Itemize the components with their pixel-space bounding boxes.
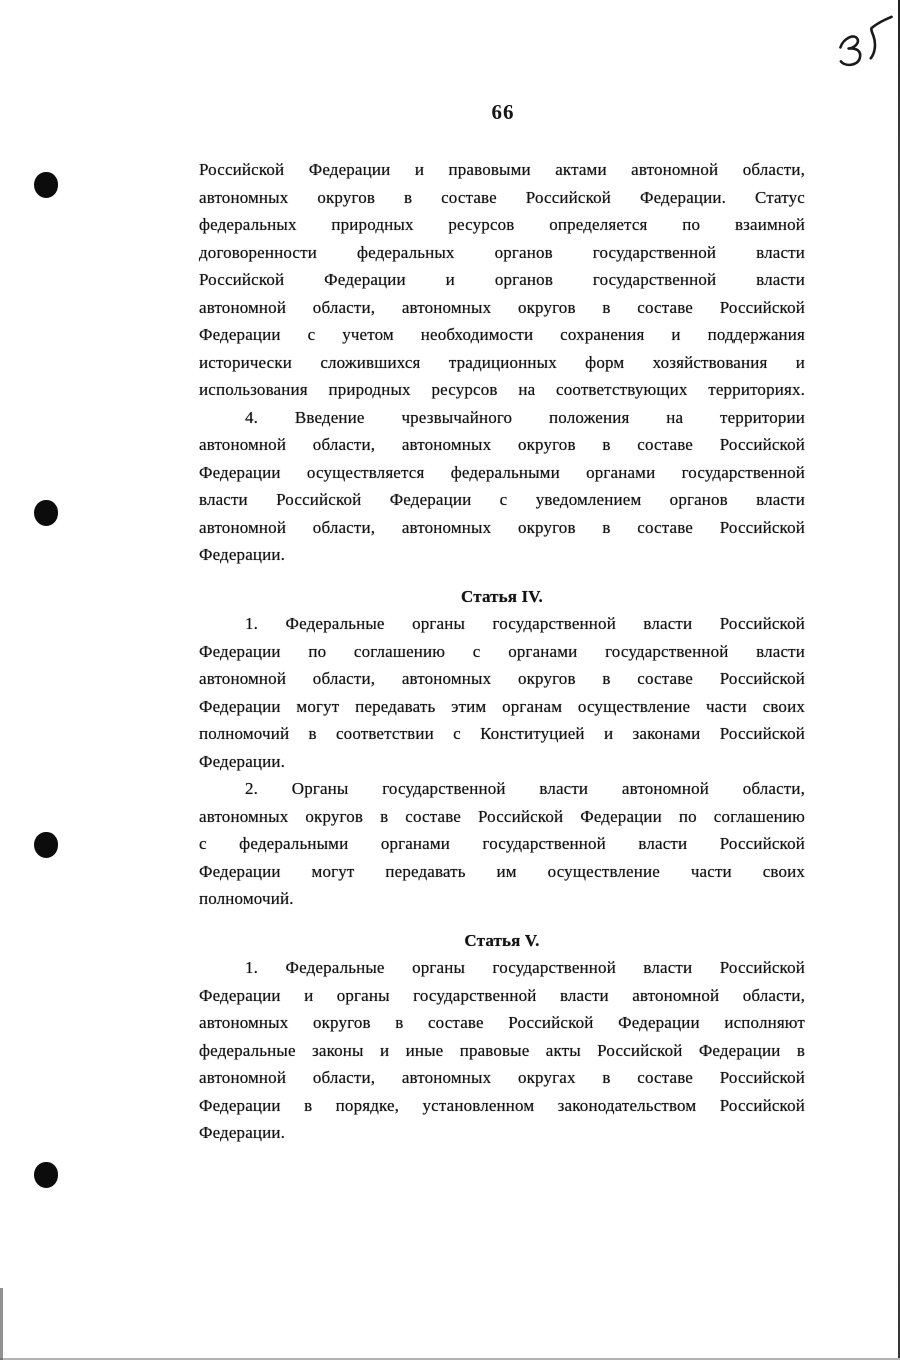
text-line: Федерации. (199, 751, 286, 771)
text-line: автономной области, автономных округов в составе Российской (199, 669, 805, 688)
text-line: с федеральными органами государственной власти Российской (199, 834, 805, 853)
text-line: федеральных природных ресурсов определяется по взаимной (199, 215, 805, 234)
text-line: договоренности федеральных органов государственной власти (199, 242, 805, 262)
document-body (199, 156, 805, 1147)
text-line: Федерации могут передавать им осуществление части своих (199, 861, 805, 881)
paragraph (199, 404, 805, 569)
text-line: использования природных ресурсов на соответствующих территориях. (199, 380, 805, 399)
text-line: 4. Введение чрезвычайного положения на территории (245, 407, 805, 427)
text-line: 2. Органы государственной власти автономной области, (245, 779, 805, 798)
text-line: полномочий в соответствии с Конституцией и законами Российской (199, 724, 805, 743)
text-line: Федерации по соглашению с органами государственной власти (199, 641, 805, 661)
text-line: Российской Федерации и правовыми актами автономной области, (199, 160, 805, 179)
paragraph (199, 610, 805, 775)
text-line: Федерации могут передавать этим органам осуществление части своих (199, 696, 805, 716)
text-line: Федерации осуществляется федеральными органами государственной (199, 462, 805, 482)
text-line: Федерации в порядке, установленном законодательством Российской (199, 1095, 805, 1115)
paragraph (199, 156, 805, 404)
hole-punch-dot (34, 172, 58, 198)
text-line: 1. Федеральные органы государственной власти Российской (245, 614, 805, 633)
text-line: автономных округов в составе Российской Федерации. Статус (199, 187, 805, 207)
handwritten-mark (823, 10, 900, 73)
text-line: автономной области, автономных округов в составе Российской (199, 297, 805, 317)
text-line: власти Российской Федерации с уведомлением органов власти (199, 490, 805, 509)
text-line: Федерации и органы государственной власти автономной области, (199, 985, 805, 1005)
text-line: автономной области, автономных округов в составе Российской (199, 517, 805, 537)
text-line: 1. Федеральные органы государственной власти Российской (245, 958, 805, 977)
hole-punch-dot (34, 832, 58, 858)
paragraph (199, 954, 805, 1147)
hole-punch-dot (34, 1162, 58, 1188)
text-line: автономной области, автономных округах в составе Российской (199, 1068, 805, 1087)
hole-punch-dot (34, 500, 58, 526)
handwritten-stroke-3 (838, 36, 861, 66)
text-line: исторически сложившихся традиционных форм хозяйствования и (199, 352, 805, 372)
text-line: Федерации с учетом необходимости сохранения и поддержания (199, 325, 805, 344)
text-line: автономных округов в составе Российской Федерации исполняют (199, 1013, 805, 1032)
text-line: Федерации. (199, 545, 286, 564)
page-number: 66 (491, 100, 515, 124)
text-line: автономных округов в составе Российской Федерации по соглашению (199, 806, 805, 826)
paragraph (199, 775, 805, 913)
section-heading: Статья IV. (461, 586, 543, 606)
text-line: Федерации. (199, 1123, 286, 1142)
text-line: Российской Федерации и органов государственной власти (199, 270, 805, 289)
text-line: федеральные законы и иные правовые акты Российской Федерации в (199, 1040, 805, 1060)
text-line: полномочий. (199, 889, 294, 908)
text-line: автономной области, автономных округов в составе Российской (199, 435, 805, 454)
section-heading: Статья V. (464, 930, 540, 950)
scan-edge-left (0, 1288, 3, 1360)
handwritten-stroke-5 (867, 17, 896, 58)
